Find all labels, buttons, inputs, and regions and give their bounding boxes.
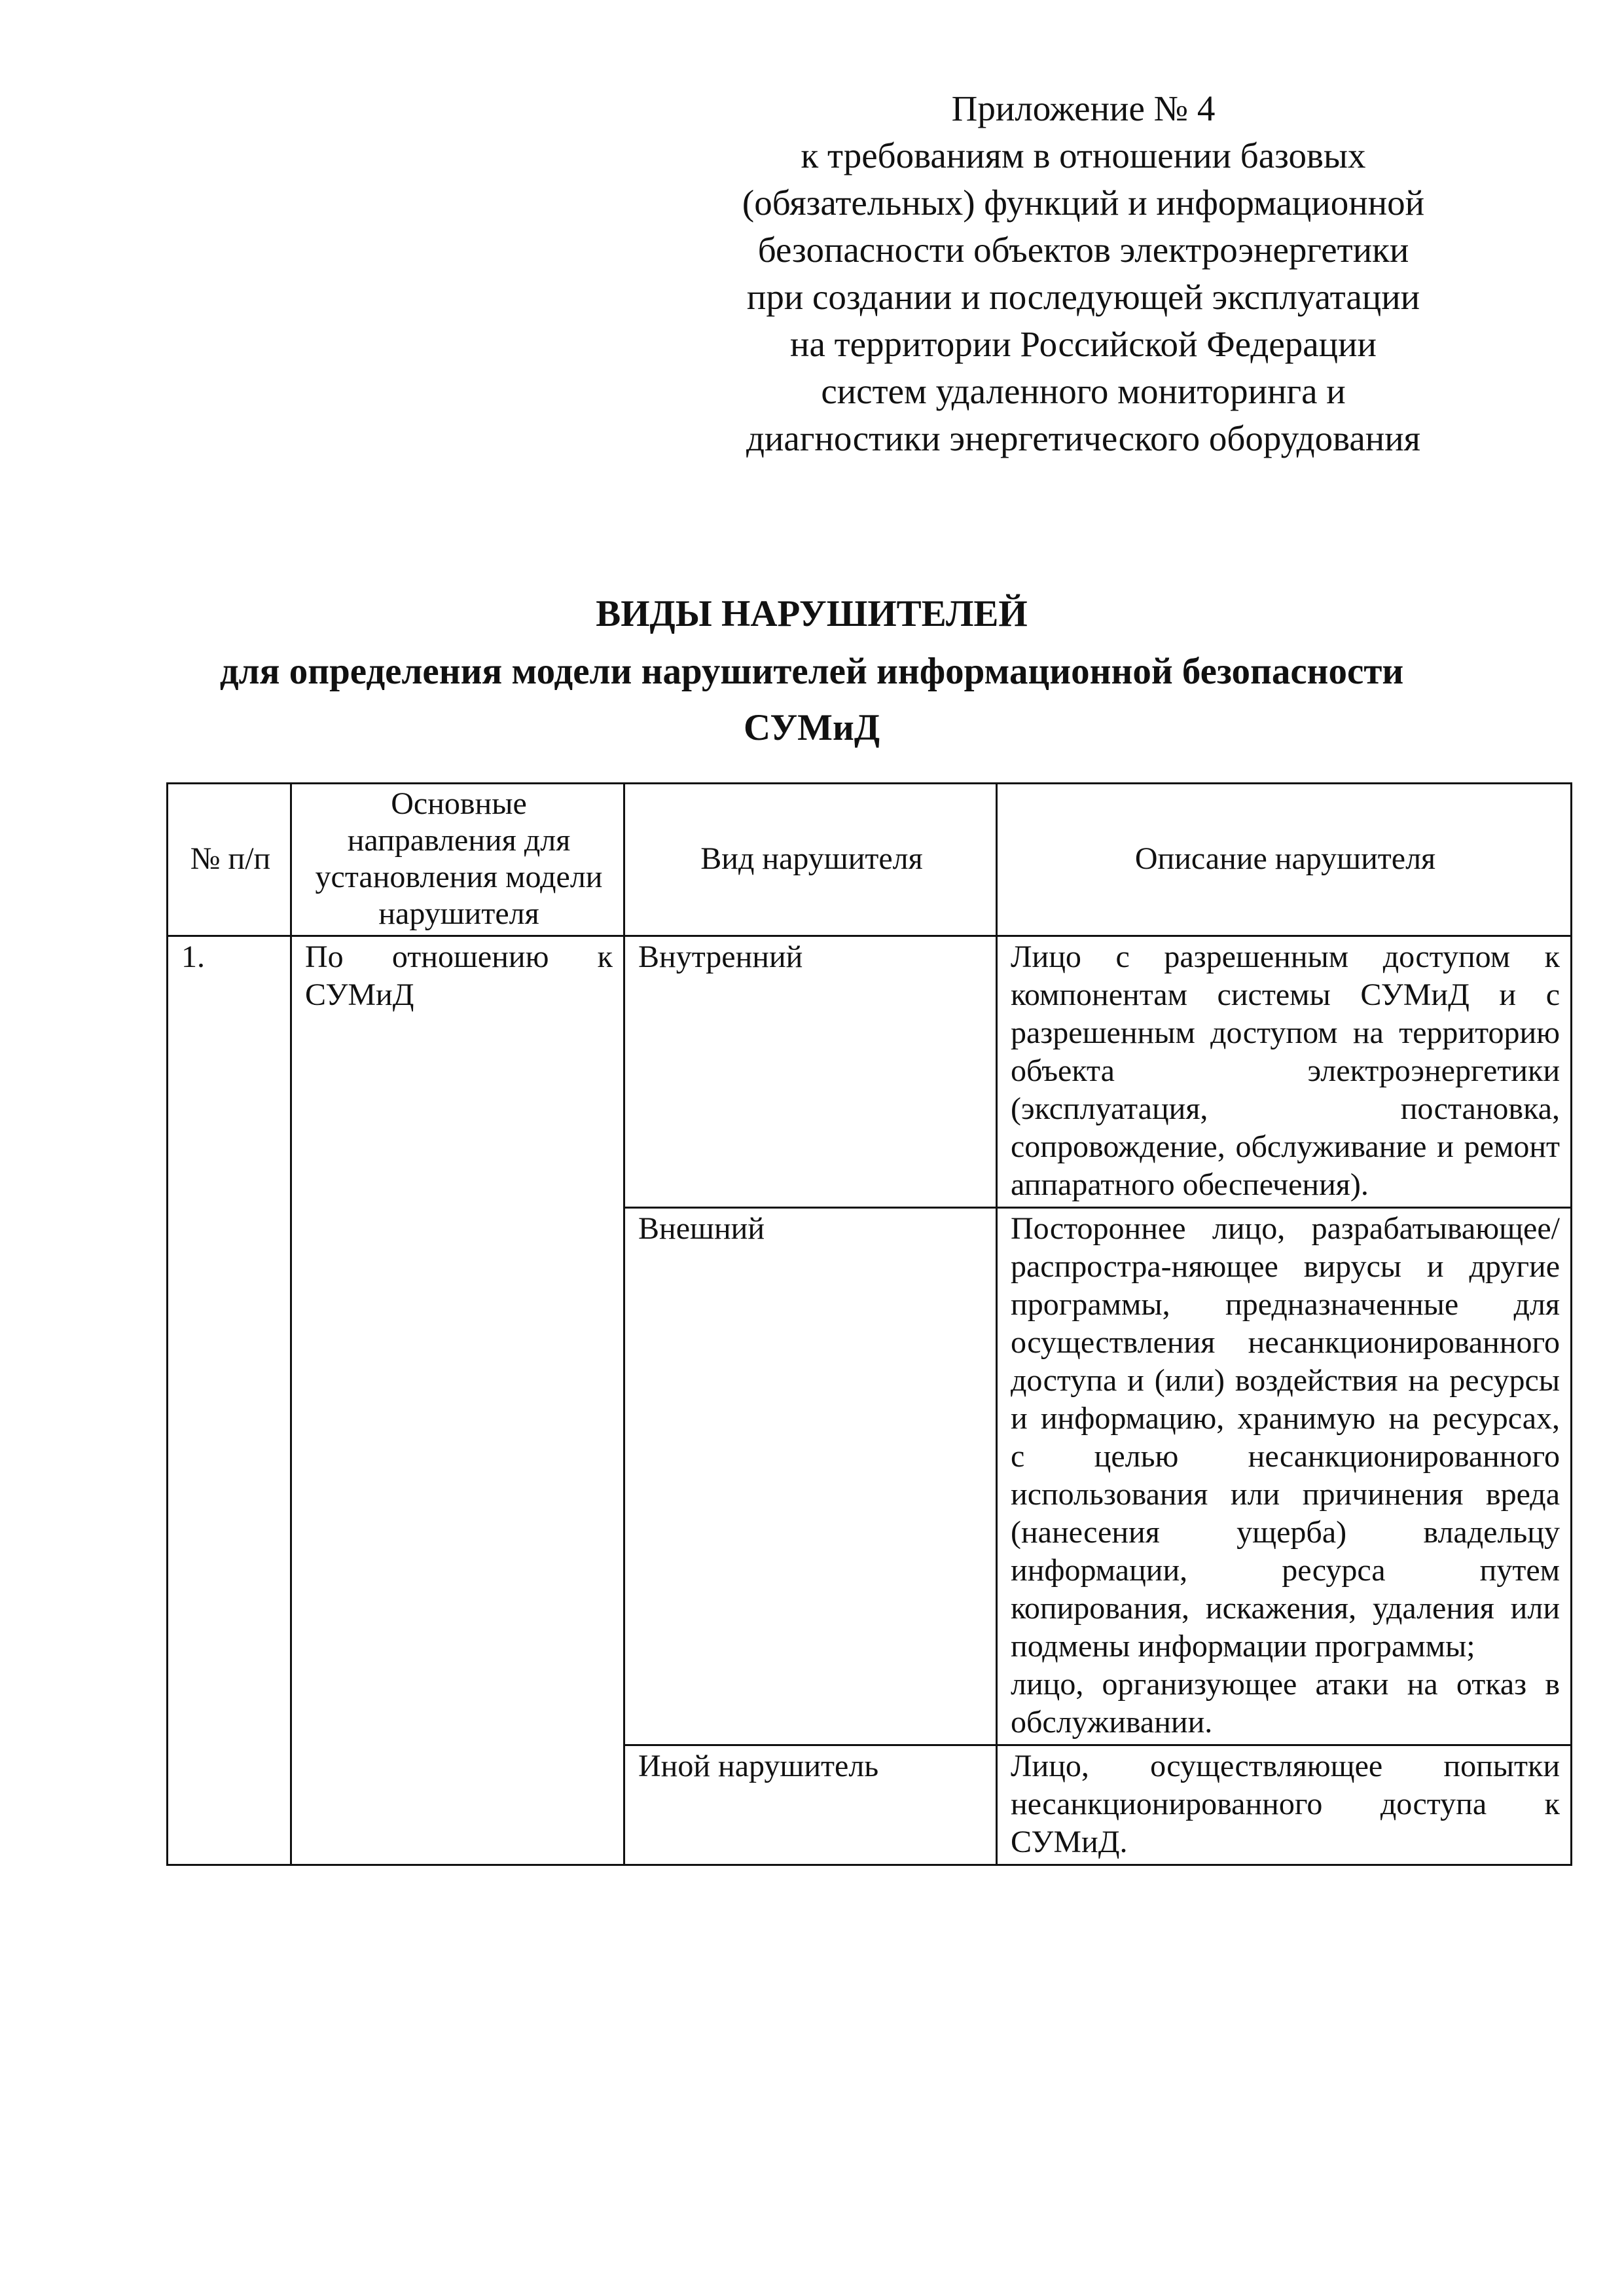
annex-line: при создании и последующей эксплуатации	[746, 277, 1420, 317]
violator-description: Лицо, осуществляющее попытки несанкционированного доступа к СУМиД.	[997, 1745, 1572, 1865]
violator-description: Лицо с разрешенным доступом к компонентам системы СУМиД и с разрешенным доступом на территорию объекта электроэнергетики (эксплуатация, постановка, сопровождение, обслуживание и ремонт аппаратного обеспечения).	[997, 936, 1572, 1208]
row-direction: По отношению к СУМиД	[291, 936, 624, 1865]
annex-line: систем удаленного мониторинга и	[821, 371, 1346, 411]
violator-description-cell	[997, 1208, 1572, 1745]
header-description: Описание нарушителя	[997, 784, 1572, 936]
header-num: № п/п	[168, 784, 291, 936]
annex-header	[707, 85, 1460, 462]
annex-line: диагностики энергетического оборудования	[746, 418, 1420, 458]
header-type: Вид нарушителя	[624, 784, 997, 936]
row-num: 1.	[168, 936, 291, 1865]
annex-line: Приложение № 4	[951, 88, 1216, 128]
annex-line: к требованиям в отношении базовых	[801, 136, 1366, 175]
annex-line: на территории Российской Федерации	[790, 324, 1377, 364]
table-row	[168, 936, 1572, 1208]
annex-line: безопасности объектов электроэнергетики	[757, 230, 1409, 270]
table-header-row	[168, 784, 1572, 936]
violator-description: Постороннее лицо, разрабатывающее/распростра-няющее вирусы и другие программы, предназначенные для осуществления несанкционированного доступа и (или) воздействия на ресурсы и информацию, хранимую на ресурсах, с целью несанкционированного использования или причинения вреда (нанесения ущерба) владельцу информации, ресурса путем копирования, искажения, удаления или подмены информации программы;	[1011, 1211, 1560, 1664]
document-subtitle: для определения модели нарушителей информационной безопасности	[219, 651, 1404, 692]
header-direction: Основные направления для установления модели нарушителя	[291, 784, 624, 936]
violators-table	[166, 782, 1572, 1866]
document-subtitle-system: СУМиД	[743, 707, 880, 748]
violator-type: Иной нарушитель	[624, 1745, 997, 1865]
document-title: ВИДЫ НАРУШИТЕЛЕЙ	[596, 593, 1028, 634]
violator-type: Внутренний	[624, 936, 997, 1208]
violator-type: Внешний	[624, 1208, 997, 1745]
annex-line: (обязательных) функций и информационной	[742, 183, 1425, 223]
violator-description-extra: лицо, организующее атаки на отказ в обслуживании.	[1011, 1667, 1560, 1740]
